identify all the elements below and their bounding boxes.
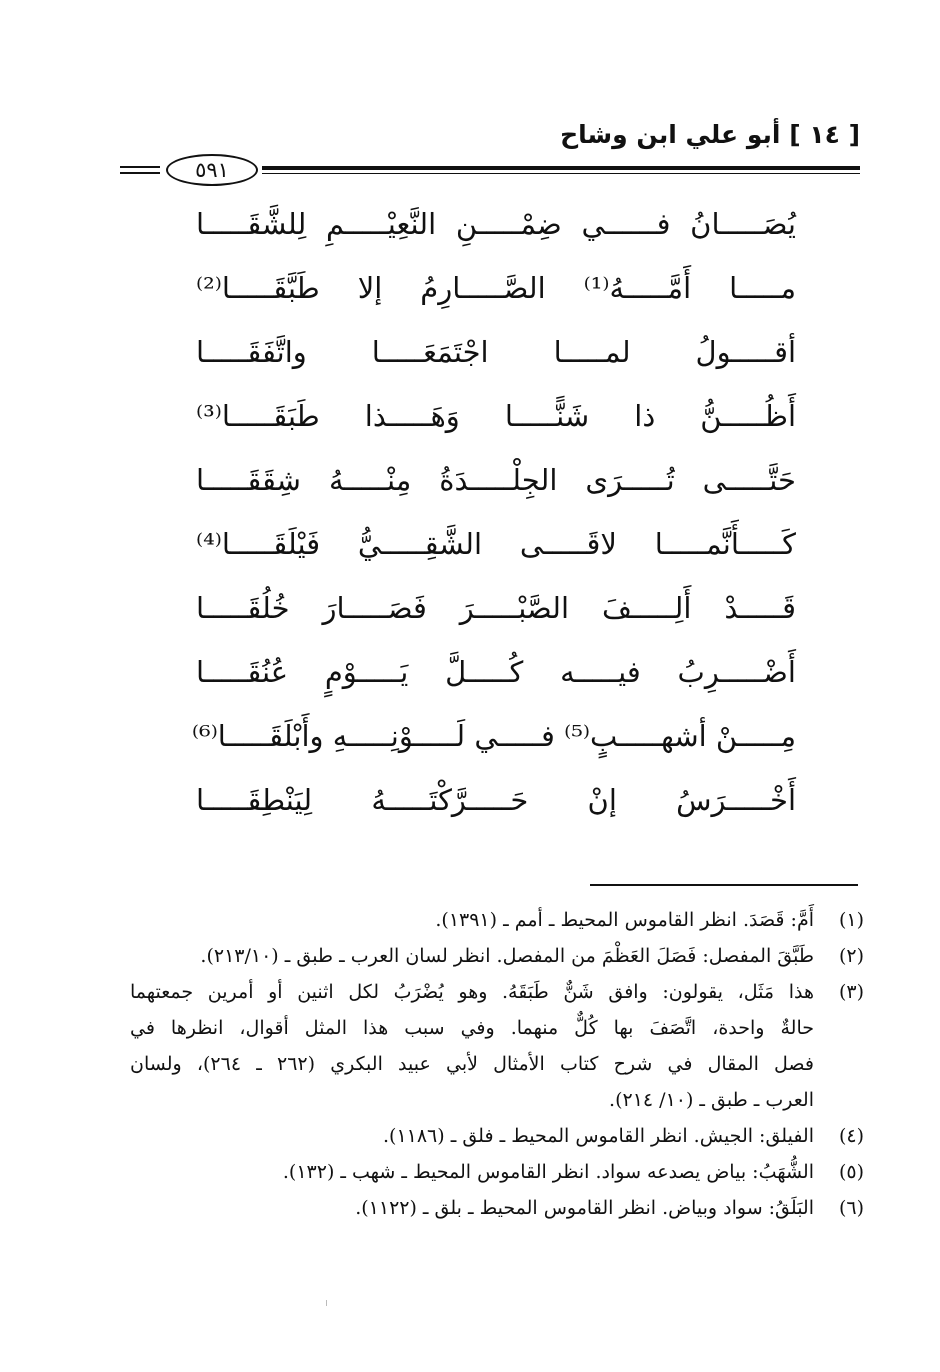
footnote-separator [590,884,858,886]
verse: أَظُـــــنُّ ذا شَنًّـــــا وَهَـــــذا طَبَقَـــــا⁽³⁾ [196,399,796,433]
chapter-number: [ ١٤ ] [789,120,860,149]
verse: حَتَّـــــى تُـــــرَى الجِلْـــــدَةُ مِنْـــــهُ شِقَقَـــــا [196,463,796,497]
header-rule-left-bottom [120,172,160,174]
verse: مـــــا أَمَّـــــهُ⁽¹⁾ الصَّـــــارِمُ إلا طَبَّقَـــــا⁽²⁾ [196,271,797,305]
footnote [130,902,864,938]
footnote-number: (٦) [838,1197,864,1219]
footnote [130,1154,864,1190]
footnote-text [130,902,814,938]
footnote-line: الشُّهَبُ: بياض يصدعه سواد. انظر القاموس المحيط ـ شهب ـ (١٣٢). [282,1161,814,1183]
footnote-text [130,938,814,974]
verse: يُصَـــــانُ فــــــي ضِمْـــــنِ النَّعِيْـــــمِ لِلشَّقَـــــا [196,207,796,241]
footnote-line: أَمَّ: قَصَدَ. انظر القاموس المحيط ـ أمم ـ (١٣٩١). [435,909,814,931]
running-head [560,120,860,149]
footnote [130,938,864,974]
footnote [130,974,864,1118]
footnotes [130,902,864,1226]
footnote [130,1118,864,1154]
verse: أَخْـــــرَسُ إنْ حَـــــرَّكْتَـــــهُ لِيَنْطِقَـــــا [196,783,796,817]
footnote-text [130,1118,814,1154]
footnote-number: (١) [838,909,864,931]
footnote-number: (٥) [838,1161,864,1183]
footnote-line: حالةٌ واحدة، اتَّصَفَ بها كُلٌّ منهما. وفي سبب هذا المثل أقوال، انظرها في [130,1017,814,1039]
footnote-line: فصل المقال في شرح كتاب الأمثال لأبي عبيد البكري (٢٦٢ ـ ٢٦٤)، ولسان [130,1053,814,1075]
header-rule-left-top [120,166,160,168]
scan-speck [326,1300,327,1306]
poem [191,192,797,832]
footnote-line: هذا مَثَل، يقولون: وافق شَنٌّ طَبَقَهُ. وهو يُضْرَبُ لكل اثنين أو أمرين جمعتهما [130,981,814,1003]
verse: أَضْـــــرِبُ فيـــــه كُـــــلَّ يَـــــوْمٍ عُنُقَـــــا [196,655,796,689]
header-rule-thin [262,173,860,174]
verse: كَـــــأَنَّمـــــا لاقَـــــى الشَّقِـــــيُّ فَيْلَقَـــــا⁽⁴⁾ [196,527,796,561]
footnote-line: البَلَقُ: سواد وبياض. انظر القاموس المحيط ـ بلق ـ (١١٢٢). [355,1197,814,1219]
footnote-line: الفيلق: الجيش. انظر القاموس المحيط ـ فلق ـ (١١٨٦). [382,1125,814,1147]
footnote-line: طَبَّقَ المفصل: فَصَلَ العَظْمَ من المفصل. انظر لسان العرب ـ طبق ـ (٢١٣/١٠). [200,945,814,967]
footnote-text [130,1190,814,1226]
verse: أقـــــولُ لمـــــا اجْتَمَعَـــــا واتَّفَقَـــــا [196,335,796,369]
footnote-line: العرب ـ طبق ـ (١٠/ ٢١٤). [609,1089,814,1111]
chapter-title: أبو علي ابن وشاح [560,120,781,149]
verse: مِـــــنْ أشهـــــبٍ⁽⁵⁾ فـــــي لَـــــوْنِـــــهِ وأَبْلَقَـــــا⁽⁶⁾ [191,719,796,753]
footnote-number: (٣) [838,981,864,1003]
header-rule-thick [262,166,860,170]
verse: قَـــــدْ أَلِـــــفَ الصَّبْـــــرَ فَصَـــــارَ خُلُقَـــــا [196,591,796,625]
page-number: ٥٩١ [166,154,258,186]
footnote [130,1190,864,1226]
footnote-number: (٤) [838,1125,864,1147]
footnote-number: (٢) [838,945,864,967]
footnote-text [130,974,814,1118]
footnote-text [130,1154,814,1190]
